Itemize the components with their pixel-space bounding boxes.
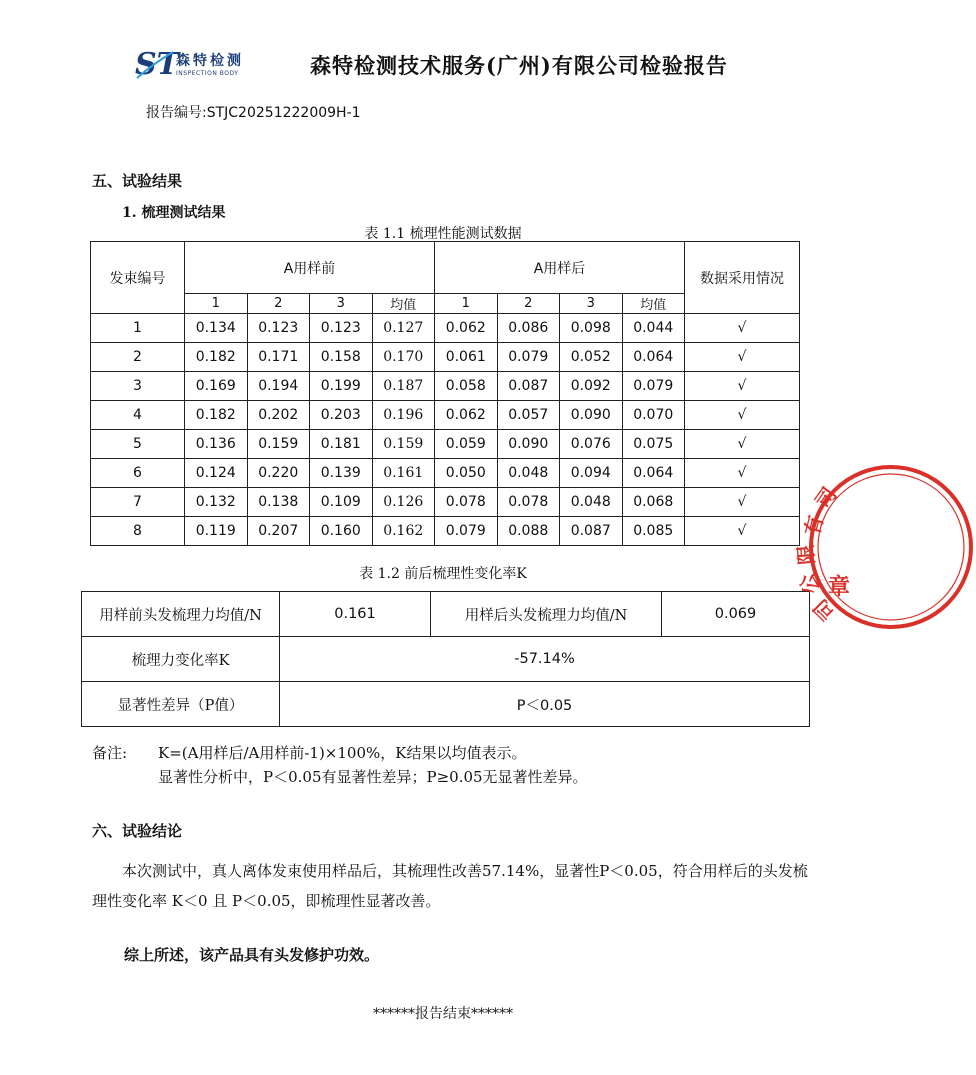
after-value-cell: 0.078 bbox=[497, 488, 560, 517]
after-value-cell: 0.068 bbox=[622, 488, 685, 517]
before-value-cell: 0.161 bbox=[372, 459, 435, 488]
after-value-cell: 0.085 bbox=[622, 517, 685, 546]
table-row bbox=[91, 372, 800, 401]
after-value-cell: 0.076 bbox=[560, 430, 623, 459]
logo-english-name: INSPECTION BODY bbox=[176, 70, 239, 77]
before-value-cell: 0.109 bbox=[310, 488, 373, 517]
before-value-cell: 0.196 bbox=[372, 401, 435, 430]
after-value-cell: 0.058 bbox=[435, 372, 498, 401]
combing-test-table bbox=[90, 241, 800, 546]
bundle-id-cell: 1 bbox=[91, 314, 185, 343]
usage-cell: √ bbox=[685, 488, 800, 517]
svg-text:章: 章 bbox=[828, 574, 851, 600]
after-value-cell: 0.064 bbox=[622, 343, 685, 372]
before-value-cell: 0.119 bbox=[185, 517, 248, 546]
logo-chinese-name: 森特检测 bbox=[176, 53, 244, 69]
section-6-heading: 六、试验结论 bbox=[92, 822, 183, 840]
after-value-cell: 0.090 bbox=[560, 401, 623, 430]
table-2-caption: 表 1.2 前后梳理性变化率K bbox=[359, 566, 527, 582]
after-value-cell: 0.098 bbox=[560, 314, 623, 343]
k-label: 梳理力变化率K bbox=[82, 637, 280, 682]
table-row bbox=[91, 401, 800, 430]
after-value-cell: 0.057 bbox=[497, 401, 560, 430]
before-value-cell: 0.182 bbox=[185, 401, 248, 430]
before-value-cell: 0.138 bbox=[247, 488, 310, 517]
table-row bbox=[91, 517, 800, 546]
after-value-cell: 0.050 bbox=[435, 459, 498, 488]
after-mean-value: 0.069 bbox=[662, 592, 810, 637]
svg-text:司: 司 bbox=[810, 482, 842, 513]
before-value-cell: 0.159 bbox=[372, 430, 435, 459]
usage-cell: √ bbox=[685, 401, 800, 430]
before-value-cell: 0.182 bbox=[185, 343, 248, 372]
after-value-cell: 0.092 bbox=[560, 372, 623, 401]
document-title: 森特检测技术服务(广州)有限公司检验报告 bbox=[310, 53, 728, 78]
report-number: 报告编号:STJC20251222009H-1 bbox=[146, 105, 361, 121]
subsection-1-heading: 1. 梳理测试结果 bbox=[122, 205, 226, 221]
bundle-id-cell: 7 bbox=[91, 488, 185, 517]
table-row bbox=[91, 430, 800, 459]
after-value-cell: 0.087 bbox=[560, 517, 623, 546]
table-row bbox=[91, 343, 800, 372]
before-value-cell: 0.126 bbox=[372, 488, 435, 517]
summary-statement: 综上所述，该产品具有头发修护功效。 bbox=[124, 946, 380, 964]
after-value-cell: 0.062 bbox=[435, 314, 498, 343]
subheader-after-2: 2 bbox=[497, 294, 560, 314]
before-value-cell: 0.134 bbox=[185, 314, 248, 343]
before-value-cell: 0.139 bbox=[310, 459, 373, 488]
k-value: -57.14% bbox=[280, 637, 810, 682]
bundle-id-cell: 5 bbox=[91, 430, 185, 459]
before-value-cell: 0.220 bbox=[247, 459, 310, 488]
table-row bbox=[91, 314, 800, 343]
notes-line-2: 显著性分析中，P＜0.05有显著性差异；P≥0.05无显著性差异。 bbox=[158, 768, 588, 786]
bundle-id-cell: 6 bbox=[91, 459, 185, 488]
usage-cell: √ bbox=[685, 430, 800, 459]
after-value-cell: 0.052 bbox=[560, 343, 623, 372]
header-usage: 数据采用情况 bbox=[685, 242, 800, 314]
before-value-cell: 0.199 bbox=[310, 372, 373, 401]
after-value-cell: 0.061 bbox=[435, 343, 498, 372]
company-seal bbox=[793, 462, 976, 632]
after-value-cell: 0.090 bbox=[497, 430, 560, 459]
before-mean-value: 0.161 bbox=[280, 592, 431, 637]
after-value-cell: 0.064 bbox=[622, 459, 685, 488]
logo-mark: ST bbox=[135, 47, 179, 82]
conclusion-paragraph: 本次测试中，真人离体发束使用样品后，其梳理性改善57.14%，显著性P＜0.05，符合用样后的头发梳理性变化率 K＜0 且 P＜0.05，即梳理性显著改善。 bbox=[92, 862, 808, 910]
after-value-cell: 0.086 bbox=[497, 314, 560, 343]
after-value-cell: 0.059 bbox=[435, 430, 498, 459]
table-row bbox=[91, 488, 800, 517]
notes-line-1: K=(A用样后/A用样前-1)×100%，K结果以均值表示。 bbox=[158, 744, 527, 762]
subheader-before-1: 1 bbox=[185, 294, 248, 314]
before-value-cell: 0.136 bbox=[185, 430, 248, 459]
notes-label: 备注: bbox=[92, 744, 128, 762]
header-after: A用样后 bbox=[435, 242, 685, 294]
after-value-cell: 0.048 bbox=[560, 488, 623, 517]
before-value-cell: 0.127 bbox=[372, 314, 435, 343]
before-value-cell: 0.203 bbox=[310, 401, 373, 430]
subheader-before-4: 均值 bbox=[372, 294, 435, 314]
table-row bbox=[91, 459, 800, 488]
before-value-cell: 0.194 bbox=[247, 372, 310, 401]
before-value-cell: 0.170 bbox=[372, 343, 435, 372]
usage-cell: √ bbox=[685, 459, 800, 488]
after-value-cell: 0.079 bbox=[435, 517, 498, 546]
subheader-after-1: 1 bbox=[435, 294, 498, 314]
before-value-cell: 0.171 bbox=[247, 343, 310, 372]
bundle-id-cell: 8 bbox=[91, 517, 185, 546]
after-value-cell: 0.088 bbox=[497, 517, 560, 546]
before-value-cell: 0.123 bbox=[247, 314, 310, 343]
svg-text:限: 限 bbox=[793, 543, 819, 566]
usage-cell: √ bbox=[685, 314, 800, 343]
after-value-cell: 0.078 bbox=[435, 488, 498, 517]
after-value-cell: 0.075 bbox=[622, 430, 685, 459]
after-mean-label: 用样后头发梳理力均值/N bbox=[431, 592, 662, 637]
p-value: P＜0.05 bbox=[280, 682, 810, 727]
after-value-cell: 0.044 bbox=[622, 314, 685, 343]
subheader-before-2: 2 bbox=[247, 294, 310, 314]
before-value-cell: 0.132 bbox=[185, 488, 248, 517]
report-end-marker: ******报告结束****** bbox=[373, 1006, 513, 1022]
subheader-after-4: 均值 bbox=[622, 294, 685, 314]
after-value-cell: 0.062 bbox=[435, 401, 498, 430]
subheader-after-3: 3 bbox=[560, 294, 623, 314]
after-value-cell: 0.070 bbox=[622, 401, 685, 430]
table-1-caption: 表 1.1 梳理性能测试数据 bbox=[364, 226, 522, 242]
before-value-cell: 0.169 bbox=[185, 372, 248, 401]
after-value-cell: 0.094 bbox=[560, 459, 623, 488]
after-value-cell: 0.079 bbox=[622, 372, 685, 401]
before-value-cell: 0.202 bbox=[247, 401, 310, 430]
before-value-cell: 0.162 bbox=[372, 517, 435, 546]
before-value-cell: 0.123 bbox=[310, 314, 373, 343]
before-mean-label: 用样前头发梳理力均值/N bbox=[82, 592, 280, 637]
svg-text:有: 有 bbox=[799, 512, 829, 539]
usage-cell: √ bbox=[685, 343, 800, 372]
svg-text:公: 公 bbox=[794, 569, 825, 599]
bundle-id-cell: 3 bbox=[91, 372, 185, 401]
before-value-cell: 0.124 bbox=[185, 459, 248, 488]
before-value-cell: 0.159 bbox=[247, 430, 310, 459]
header-before: A用样前 bbox=[185, 242, 435, 294]
svg-text:司: 司 bbox=[808, 594, 840, 626]
bundle-id-cell: 2 bbox=[91, 343, 185, 372]
bundle-id-cell: 4 bbox=[91, 401, 185, 430]
p-label: 显著性差异（P值） bbox=[82, 682, 280, 727]
after-value-cell: 0.048 bbox=[497, 459, 560, 488]
after-value-cell: 0.079 bbox=[497, 343, 560, 372]
combing-change-table bbox=[81, 591, 810, 727]
section-5-heading: 五、试验结果 bbox=[92, 172, 183, 190]
before-value-cell: 0.187 bbox=[372, 372, 435, 401]
subheader-before-3: 3 bbox=[310, 294, 373, 314]
before-value-cell: 0.160 bbox=[310, 517, 373, 546]
usage-cell: √ bbox=[685, 372, 800, 401]
after-value-cell: 0.087 bbox=[497, 372, 560, 401]
header-bundle-id: 发束编号 bbox=[91, 242, 185, 314]
before-value-cell: 0.207 bbox=[247, 517, 310, 546]
before-value-cell: 0.181 bbox=[310, 430, 373, 459]
usage-cell: √ bbox=[685, 517, 800, 546]
before-value-cell: 0.158 bbox=[310, 343, 373, 372]
